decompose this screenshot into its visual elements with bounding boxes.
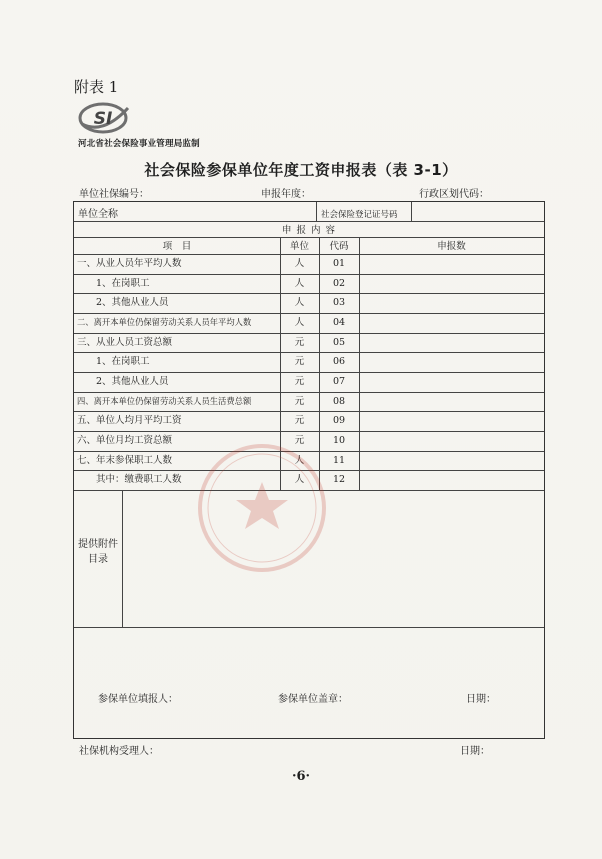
social-insurance-logo: [76, 100, 134, 136]
row-unit: 元: [294, 434, 305, 446]
row-item: 六、单位月均工资总额: [77, 434, 173, 446]
row-item: 1、在岗职工: [96, 356, 150, 368]
unit-full-name-label: 单位全称: [78, 209, 118, 220]
table-row: [74, 392, 544, 412]
row-unit: 元: [294, 376, 305, 387]
row-code: 02: [332, 277, 346, 289]
row-amount-field[interactable]: [361, 276, 542, 291]
receiver-date-label: 日期：: [460, 746, 490, 757]
receiver-label: 社保机构受理人：: [79, 746, 159, 757]
table-row: [74, 372, 544, 392]
row-amount-field[interactable]: [361, 335, 542, 350]
row-amount-field[interactable]: [361, 433, 542, 448]
row-unit: 元: [294, 395, 305, 407]
logo-text: SI: [93, 109, 113, 129]
row-code: 06: [332, 356, 346, 368]
row-amount-field[interactable]: [361, 295, 542, 310]
seal-label: 参保单位盖章：: [278, 694, 348, 705]
table-row: [74, 293, 544, 313]
row-item: 四、离开本单位仍保留劳动关系人员生活费总额: [77, 395, 252, 406]
row-unit: 元: [294, 336, 305, 348]
row-amount-field[interactable]: [361, 374, 542, 389]
bureau-note: 河北省社会保险事业管理局监制: [78, 139, 200, 149]
column-header-amount: 申报数: [437, 241, 466, 252]
row-unit: 人: [294, 454, 305, 466]
declare-year-label: 申报年度：: [261, 189, 311, 200]
unit-id-label: 单位社保编号：: [79, 189, 149, 200]
row-unit: 人: [294, 297, 305, 309]
attachments-area[interactable]: [124, 494, 542, 624]
row-amount-field[interactable]: [361, 394, 542, 409]
row-amount-field[interactable]: [361, 413, 542, 428]
row-item: 二、离开本单位仍保留劳动关系人员年平均人数: [77, 317, 252, 327]
red-seal-stamp: [196, 442, 328, 574]
row-code: 08: [332, 395, 346, 407]
table-row: [74, 333, 544, 353]
row-code: 07: [332, 376, 346, 387]
table-row: [74, 313, 544, 333]
row-item: 五、单位人均月平均工资: [77, 415, 182, 427]
attachments-label: 提供附件目录: [78, 539, 118, 565]
row-item: 其中：缴费职工人数: [96, 474, 182, 486]
row-unit: 人: [294, 474, 305, 486]
page-title: 社会保险参保单位年度工资申报表（表 3-1）: [144, 161, 458, 179]
row-amount-field[interactable]: [361, 315, 542, 330]
row-item: 1、在岗职工: [96, 277, 150, 289]
column-header-code: 代码: [329, 241, 349, 252]
row-unit: 人: [294, 317, 305, 328]
row-item: 三、从业人员工资总额: [77, 336, 173, 348]
row-unit: 元: [294, 356, 305, 368]
row-code: 10: [332, 434, 346, 446]
declare-content-header: 申 报 内 容: [281, 225, 337, 236]
row-code: 01: [332, 258, 346, 269]
row-item: 一、从业人员年平均人数: [77, 258, 182, 269]
row-item: 2、其他从业人员: [96, 376, 169, 387]
annex-label: 附表 1: [74, 78, 119, 96]
row-code: 05: [332, 336, 346, 348]
row-code: 03: [332, 297, 346, 309]
form-date-label: 日期：: [466, 694, 496, 705]
row-unit: 人: [294, 277, 305, 289]
row-unit: 人: [294, 258, 305, 269]
table-row: [74, 352, 544, 372]
table-row: [74, 254, 544, 274]
row-unit: 元: [294, 415, 305, 427]
row-amount-field[interactable]: [361, 256, 542, 271]
row-code: 12: [332, 474, 346, 486]
row-amount-field[interactable]: [361, 354, 542, 369]
row-code: 11: [332, 454, 346, 466]
table-row: [74, 274, 544, 294]
row-amount-field[interactable]: [361, 453, 542, 468]
registration-number-label: 社会保险登记证号码: [321, 210, 398, 220]
filler-label: 参保单位填报人：: [98, 694, 178, 705]
row-amount-field[interactable]: [361, 472, 542, 487]
row-code: 04: [332, 317, 346, 328]
row-code: 09: [332, 415, 346, 427]
column-header-unit: 单位: [289, 241, 309, 252]
registration-number-field[interactable]: [412, 206, 542, 219]
row-item: 2、其他从业人员: [96, 297, 169, 309]
page-number: ·6·: [291, 769, 311, 784]
region-code-label: 行政区划代码：: [419, 189, 489, 200]
column-header-item: 项 目: [162, 241, 192, 252]
table-row: [74, 411, 544, 431]
row-item: 七、年末参保职工人数: [77, 454, 173, 466]
